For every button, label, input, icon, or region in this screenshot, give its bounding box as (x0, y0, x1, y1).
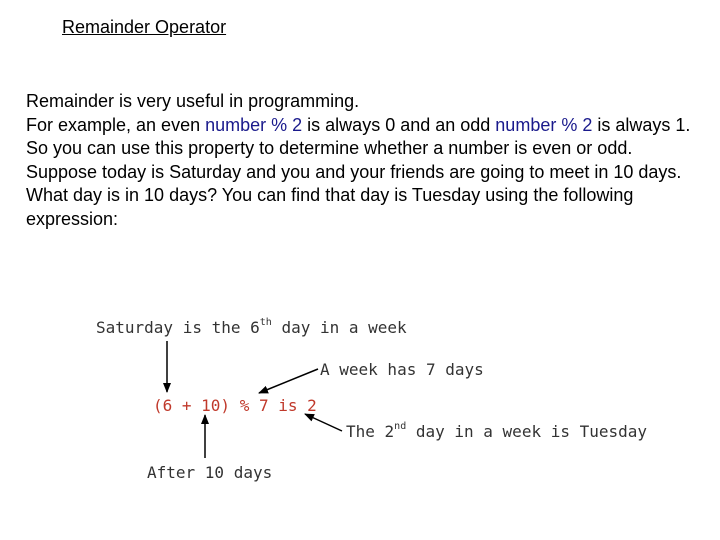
expression-label: (6 + 10) % 7 is 2 (153, 396, 317, 415)
code-odd-expression: number % 2 (495, 114, 593, 135)
page-title: Remainder Operator (62, 17, 227, 37)
example-text-2: is always 0 and an odd (302, 114, 496, 135)
paragraph-intro: Remainder is very useful in programming. (26, 91, 360, 111)
example-text-3: is always 1. (592, 114, 691, 135)
week-label: A week has 7 days (320, 360, 484, 379)
saturday-label-sup: th (259, 317, 272, 328)
paragraph-saturday: Suppose today is Saturday and you and your friends are going to meet in 10 days. What day is in 10 days? You can find that day is Tuesday using the following expression: (26, 161, 682, 229)
saturday-label-rest: day in a week (271, 318, 407, 337)
paragraph-property: So you can use this property to determine whether a number is even or odd. (26, 138, 633, 158)
saturday-label (96, 317, 407, 337)
arrow-to-two (305, 414, 342, 431)
tuesday-label-main: The 2 (346, 422, 395, 441)
example-text-1: For example, an even (26, 114, 206, 135)
after-days-label: After 10 days (147, 463, 273, 482)
tuesday-label (346, 421, 647, 441)
saturday-label-main: Saturday is the 6 (96, 318, 260, 337)
arrow-to-seven (259, 369, 318, 393)
tuesday-label-rest: day in a week is Tuesday (406, 422, 648, 441)
tuesday-label-sup: nd (394, 421, 407, 432)
code-even-expression: number % 2 (205, 114, 303, 135)
